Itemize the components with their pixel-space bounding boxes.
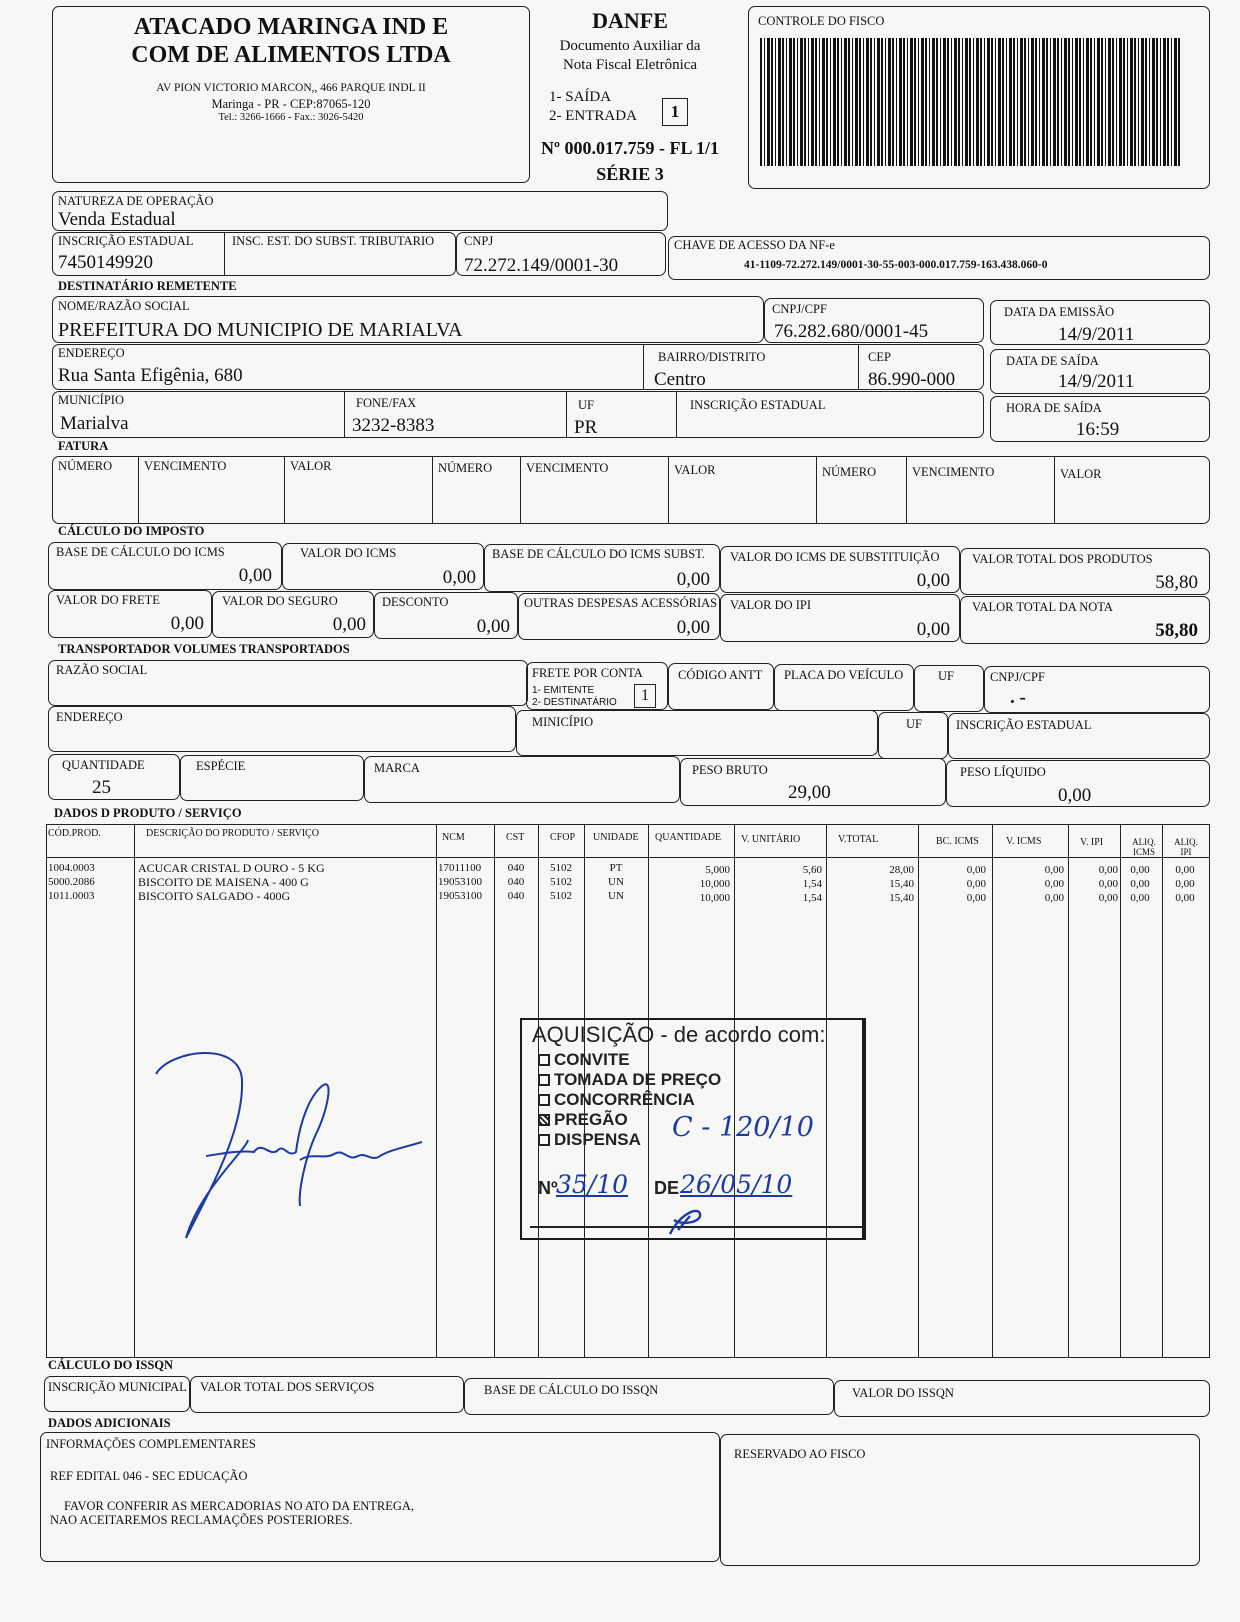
dest-cep-value: 86.990-000 [868, 369, 956, 390]
emitente-name-line2: COM DE ALIMENTOS LTDA [131, 42, 451, 68]
barcode-icon [760, 38, 1180, 166]
emitente-city: Maringa - PR - CEP:87065-120 [211, 97, 371, 111]
transp-placa-label: PLACA DO VEÍCULO [784, 668, 904, 682]
adicionais-line3: NAO ACEITAREMOS RECLAMAÇÕES POSTERIORES. [50, 1513, 353, 1527]
seguro-label: VALOR DO SEGURO [222, 594, 338, 608]
desconto-label: DESCONTO [382, 595, 449, 609]
table-cell: 0,00 [1130, 892, 1150, 904]
fatura-valor-1: VALOR [290, 459, 332, 473]
table-cell: 040 [507, 876, 525, 888]
danfe-tipo-box: 1 [662, 98, 688, 126]
v-icms-label: VALOR DO ICMS [300, 546, 397, 560]
v-prod-label: VALOR TOTAL DOS PRODUTOS [972, 552, 1153, 566]
table-cell: 0,00 [1175, 864, 1195, 876]
dest-fone-label: FONE/FAX [356, 396, 417, 410]
transp-qtd-value: 25 [92, 777, 111, 798]
adicionais-line2: FAVOR CONFERIR AS MERCADORIAS NO ATO DA ENTREGA, [64, 1499, 415, 1513]
transp-cnpj-label: CNPJ/CPF [990, 670, 1045, 684]
transp-frete-op2: 2- DESTINATÁRIO [532, 697, 617, 708]
table-cell: 5102 [550, 862, 572, 874]
transp-razao-label: RAZÃO SOCIAL [56, 663, 148, 677]
th-cst: CST [506, 832, 525, 843]
issqn-vserv-label: VALOR TOTAL DOS SERVIÇOS [200, 1380, 375, 1394]
table-cell: 5102 [550, 890, 572, 902]
table-cell: 5000.2086 [48, 876, 95, 888]
transp-liquido-label: PESO LÍQUIDO [960, 765, 1046, 779]
chave-value: 41-1109-72.272.149/0001-30-55-003-000.017.759-163.438.060-0 [744, 259, 1048, 271]
seguro-value: 0,00 [332, 614, 366, 635]
stamp-option-label: PREGÃO [554, 1110, 628, 1129]
dest-uf-value: PR [574, 417, 598, 438]
table-column-divider [918, 824, 919, 1358]
v-nota-value: 58,80 [1155, 620, 1198, 641]
ie-label: INSCRIÇÃO ESTADUAL [58, 234, 194, 248]
table-cell: 5,60 [802, 864, 822, 876]
fatura-numero-3: NÚMERO [822, 465, 877, 479]
dest-municipio-label: MUNICÍPIO [58, 393, 124, 407]
dest-uf-label: UF [578, 398, 594, 412]
table-cell: 040 [507, 862, 525, 874]
dest-saida-label: DATA DE SAÍDA [1006, 354, 1099, 368]
stamp-title: AQUISIÇÃO - de acordo com: [532, 1022, 826, 1047]
dest-nome-label: NOME/RAZÃO SOCIAL [58, 299, 190, 313]
dest-ie-label: INSCRIÇÃO ESTADUAL [690, 398, 826, 412]
destinatario-section: DESTINATÁRIO REMETENTE [58, 279, 237, 293]
cnpj-label: CNPJ [464, 234, 494, 248]
th-vtotal: V.TOTAL [838, 834, 879, 845]
danfe-saida: 1- SAÍDA [549, 89, 612, 105]
transp-frete-label: FRETE POR CONTA [532, 666, 643, 680]
table-column-divider [494, 824, 495, 1358]
outras-label: OUTRAS DESPESAS ACESSÓRIAS [524, 596, 718, 610]
table-cell: 0,00 [966, 878, 986, 890]
danfe-subtitle1: Documento Auxiliar da [559, 38, 701, 54]
frete-value: 0,00 [170, 613, 204, 634]
fatura-valor-3: VALOR [1060, 467, 1102, 481]
th-unidade: UNIDADE [593, 832, 639, 843]
stamp-option-label: CONVITE [554, 1050, 630, 1069]
transp-cnpj-value: . - [1010, 687, 1026, 708]
table-cell: 28,00 [889, 864, 914, 876]
table-column-divider [436, 824, 437, 1358]
natureza-value: Venda Estadual [58, 209, 176, 230]
table-cell: 0,00 [1098, 864, 1118, 876]
dest-bairro-value: Centro [654, 369, 706, 390]
bc-icms-value: 0,00 [238, 565, 272, 586]
danfe-numero: Nº 000.017.759 - FL 1/1 [541, 138, 719, 158]
stamp-initial-icon [660, 1204, 710, 1238]
dest-emissao-value: 14/9/2011 [1058, 324, 1135, 345]
transp-municipio-label: MINICÍPIO [532, 715, 594, 729]
stamp-de-label: DE [654, 1178, 680, 1198]
table-cell: 0,00 [1044, 892, 1064, 904]
stamp-de-value: 26/05/10 [680, 1170, 793, 1199]
stamp-no-label: Nº [538, 1178, 558, 1198]
fatura-section: FATURA [58, 439, 109, 453]
emitente-address: AV PION VICTORIO MARCON,, 466 PARQUE INDL II [156, 82, 426, 94]
produtos-section: DADOS D PRODUTO / SERVIÇO [54, 806, 242, 820]
issqn-v-label: VALOR DO ISSQN [852, 1386, 954, 1400]
table-cell: 0,00 [966, 864, 986, 876]
transp-uf-label: UF [938, 669, 954, 683]
adicionais-info-label: INFORMAÇÕES COMPLEMENTARES [46, 1437, 256, 1451]
table-cell: 10,000 [699, 892, 730, 904]
transp-antt-label: CÓDIGO ANTT [678, 668, 763, 682]
dest-cnpj-label: CNPJ/CPF [772, 302, 827, 316]
table-cell: 0,00 [1098, 878, 1118, 890]
table-cell: 0,00 [1044, 878, 1064, 890]
stamp-checkbox [538, 1074, 550, 1086]
th-descricao: DESCRIÇÃO DO PRODUTO / SERVIÇO [146, 828, 319, 839]
transportador-section: TRANSPORTADOR VOLUMES TRANSPORTADOS [58, 642, 350, 656]
emitente-name-line1: ATACADO MARINGA IND E [133, 14, 449, 40]
table-column-divider [1120, 824, 1121, 1358]
bc-st-label: BASE DE CÁLCULO DO ICMS SUBST. [492, 547, 705, 561]
danfe-entrada: 2- ENTRADA [549, 108, 637, 124]
dest-municipio-box [52, 391, 984, 438]
stamp-checkbox [538, 1094, 550, 1106]
dest-hora-value: 16:59 [1076, 419, 1120, 440]
table-column-divider [1068, 824, 1069, 1358]
table-cell: 10,000 [699, 878, 730, 890]
table-column-divider [1162, 824, 1163, 1358]
th-ncm: NCM [442, 832, 465, 843]
th-quantidade: QUANTIDADE [655, 832, 722, 843]
cnpj-value: 72.272.149/0001-30 [464, 255, 619, 276]
v-st-value: 0,00 [916, 570, 950, 591]
dest-endereco-value: Rua Santa Efigênia, 680 [58, 365, 243, 386]
signature-icon [150, 1040, 430, 1250]
table-cell: 1004.0003 [48, 862, 95, 874]
fatura-valor-2: VALOR [674, 463, 716, 477]
table-cell: 0,00 [1175, 878, 1195, 890]
reservado-fisco-label: RESERVADO AO FISCO [734, 1447, 866, 1461]
table-cell: 1,54 [802, 878, 822, 890]
transp-bruto-value: 29,00 [788, 782, 831, 803]
v-st-label: VALOR DO ICMS DE SUBSTITUIÇÃO [730, 550, 940, 564]
th-v-icms: V. ICMS [1006, 836, 1042, 847]
stamp-checkbox [538, 1134, 550, 1146]
table-cell: 1011.0003 [48, 890, 95, 902]
v-icms-value: 0,00 [442, 567, 476, 588]
danfe-subtitle2: Nota Fiscal Eletrônica [562, 57, 698, 73]
ie-value: 7450149920 [58, 252, 153, 273]
table-cell: 1,54 [802, 892, 822, 904]
table-cell: 040 [507, 890, 525, 902]
transp-liquido-value: 0,00 [1058, 785, 1092, 806]
controle-fisco-label: CONTROLE DO FISCO [758, 14, 885, 28]
table-cell: 0,00 [1130, 864, 1150, 876]
th-v-ipi: V. IPI [1080, 837, 1104, 848]
dest-nome-value: PREFEITURA DO MUNICIPIO DE MARIALVA [58, 319, 463, 341]
v-prod-value: 58,80 [1155, 572, 1198, 593]
table-cell: PT [609, 862, 623, 874]
table-cell: 0,00 [1044, 864, 1064, 876]
th-cod: CÓD.PROD. [48, 828, 101, 839]
stamp-checkbox [538, 1054, 550, 1066]
transp-qtd-label: QUANTIDADE [62, 758, 145, 772]
dest-saida-value: 14/9/2011 [1058, 371, 1135, 392]
adicionais-section: DADOS ADICIONAIS [48, 1416, 171, 1430]
fatura-venc-3: VENCIMENTO [912, 465, 995, 479]
transp-frete-op1: 1- EMITENTE [532, 685, 595, 696]
transp-uf2-label: UF [906, 717, 922, 731]
transp-bruto-label: PESO BRUTO [692, 763, 768, 777]
dest-bairro-label: BAIRRO/DISTRITO [658, 350, 766, 364]
issqn-section: CÁLCULO DO ISSQN [48, 1358, 174, 1372]
transp-endereco-label: ENDEREÇO [56, 710, 123, 724]
table-column-divider [134, 824, 135, 1358]
danfe-title: DANFE [592, 8, 668, 33]
table-cell: 15,40 [889, 892, 914, 904]
v-nota-label: VALOR TOTAL DA NOTA [972, 600, 1113, 614]
th-aliq-ipi: ALIQ. IPI [1174, 837, 1198, 857]
dest-fone-value: 3232-8383 [352, 415, 435, 436]
stamp-checkbox [538, 1114, 550, 1126]
table-cell: UN [608, 890, 624, 902]
table-cell: ACUCAR CRISTAL D OURO - 5 KG [138, 861, 325, 875]
transp-marca-label: MARCA [374, 761, 420, 775]
ipi-value: 0,00 [916, 619, 950, 640]
adicionais-line1: REF EDITAL 046 - SEC EDUCAÇÃO [50, 1469, 248, 1483]
transp-especie-label: ESPÉCIE [196, 759, 246, 773]
ipi-label: VALOR DO IPI [730, 598, 812, 612]
table-cell: 5102 [550, 876, 572, 888]
table-cell: 19053100 [438, 890, 482, 902]
dest-emissao-label: DATA DA EMISSÃO [1004, 305, 1115, 319]
fatura-venc-1: VENCIMENTO [144, 459, 227, 473]
table-cell: 0,00 [1130, 878, 1150, 890]
table-cell: 0,00 [1175, 892, 1195, 904]
fatura-numero-1: NÚMERO [58, 459, 113, 473]
emitente-phones: Tel.: 3266-1666 - Fax.: 3026-5420 [218, 112, 364, 123]
table-cell: 19053100 [438, 876, 482, 888]
th-cfop: CFOP [550, 832, 576, 843]
adicionais-info-box [40, 1432, 720, 1562]
table-cell: BISCOITO SALGADO - 400G [138, 889, 291, 903]
dest-endereco-label: ENDEREÇO [58, 346, 125, 360]
bc-st-value: 0,00 [676, 569, 710, 590]
issqn-bc-label: BASE DE CÁLCULO DO ISSQN [484, 1383, 659, 1397]
table-column-divider [992, 824, 993, 1358]
dest-hora-label: HORA DE SAÍDA [1006, 401, 1102, 415]
natureza-label: NATUREZA DE OPERAÇÃO [58, 194, 214, 208]
dest-cep-label: CEP [868, 350, 891, 364]
issqn-im-label: INSCRIÇÃO MUNICIPAL [48, 1380, 187, 1394]
table-cell: 0,00 [966, 892, 986, 904]
table-cell: BISCOITO DE MAISENA - 400 G [138, 875, 309, 889]
dest-municipio-value: Marialva [60, 413, 129, 434]
stamp-option-label: TOMADA DE PREÇO [554, 1070, 722, 1089]
stamp-option-label: DISPENSA [554, 1130, 641, 1149]
th-bc-icms: BC. ICMS [936, 836, 979, 847]
outras-value: 0,00 [676, 617, 710, 638]
table-cell: 5,000 [705, 864, 730, 876]
fatura-numero-2: NÚMERO [438, 461, 493, 475]
imposto-section: CÁLCULO DO IMPOSTO [58, 524, 205, 538]
stamp-option-label: CONCORRÊNCIA [554, 1090, 695, 1109]
th-aliq-icms: ALIQ. ICMS [1132, 837, 1156, 857]
stamp-pregao-hand: C - 120/10 [672, 1112, 814, 1143]
transp-ie-label: INSCRIÇÃO ESTADUAL [956, 718, 1092, 732]
table-cell: UN [608, 876, 624, 888]
stamp-no-value: 35/10 [556, 1170, 629, 1199]
table-cell: 17011100 [438, 862, 482, 874]
desconto-value: 0,00 [476, 616, 510, 637]
fatura-venc-2: VENCIMENTO [526, 461, 609, 475]
th-vunit: V. UNITÁRIO [741, 834, 801, 845]
dest-cnpj-value: 76.282.680/0001-45 [774, 321, 929, 342]
table-cell: 15,40 [889, 878, 914, 890]
chave-label: CHAVE DE ACESSO DA NF-e [674, 238, 835, 252]
bc-icms-label: BASE DE CÁLCULO DO ICMS [56, 545, 225, 559]
iest-label: INSC. EST. DO SUBST. TRIBUTARIO [232, 234, 435, 248]
danfe-serie: SÉRIE 3 [596, 164, 664, 184]
transp-frete-value: 1 [634, 684, 656, 708]
frete-label: VALOR DO FRETE [56, 593, 160, 607]
table-cell: 0,00 [1098, 892, 1118, 904]
